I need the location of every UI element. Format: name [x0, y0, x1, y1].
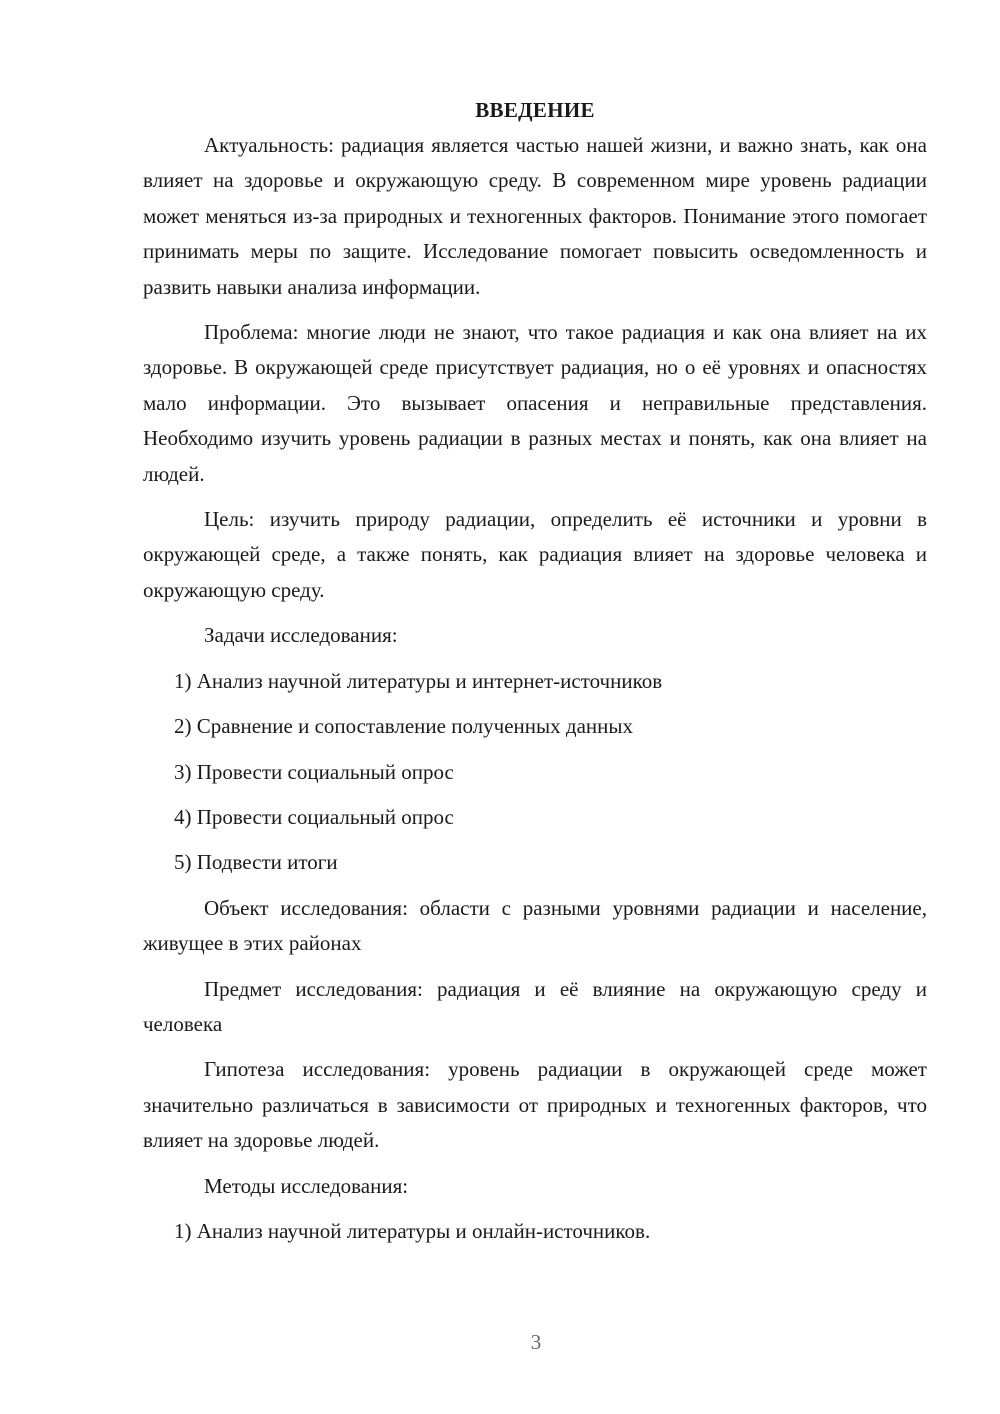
- relevance-paragraph: Актуальность: радиация является частью нашей жизни, и важно знать, как она влияет на здоровье и окружающую среду. В современном мире уровень радиации может меняться из-за природных и техногенных факторов. Понимание этого помогает принимать меры по защите. Исследование помогает повысить осведомленность и развить навыки анализа информации.: [143, 133, 927, 299]
- task-item: 4) Провести социальный опрос: [174, 804, 454, 829]
- task-item: 5) Подвести итоги: [174, 850, 338, 875]
- tasks-title: Задачи исследования:: [204, 623, 398, 648]
- problem-paragraph: Проблема: многие люди не знают, что такое радиация и как она влияет на их здоровье. В окружающей среде присутствует радиация, но о её уровнях и опасностях мало информации. Это вызывает опасения и неправильные представления. Необходимо изучить уровень радиации в разных местах и понять, как она влияет на людей.: [143, 320, 927, 486]
- page-number: 3: [530, 1330, 542, 1354]
- hypothesis-paragraph: Гипотеза исследования: уровень радиации в окружающей среде может значительно различаться в зависимости от природных и техногенных факторов, что влияет на здоровье людей.: [143, 1057, 927, 1153]
- subject-paragraph: Предмет исследования: радиация и её влияние на окружающую среду и человека: [143, 976, 927, 1036]
- goal-paragraph: Цель: изучить природу радиации, определить её источники и уровни в окружающей среде, а также понять, как радиация влияет на здоровье человека и окружающую среду.: [143, 507, 927, 602]
- task-item: 2) Сравнение и сопоставление полученных данных: [174, 714, 633, 739]
- methods-title: Методы исследования:: [204, 1173, 409, 1198]
- task-item: 3) Провести социальный опрос: [174, 759, 454, 784]
- object-paragraph: Объект исследования: области с разными уровнями радиации и население, живущее в этих районах: [143, 895, 927, 956]
- method-item: 1) Анализ научной литературы и онлайн-источников.: [174, 1218, 651, 1243]
- page-title: ВВЕДЕНИЕ: [475, 98, 595, 122]
- task-item: 1) Анализ научной литературы и интернет-источников: [174, 668, 663, 693]
